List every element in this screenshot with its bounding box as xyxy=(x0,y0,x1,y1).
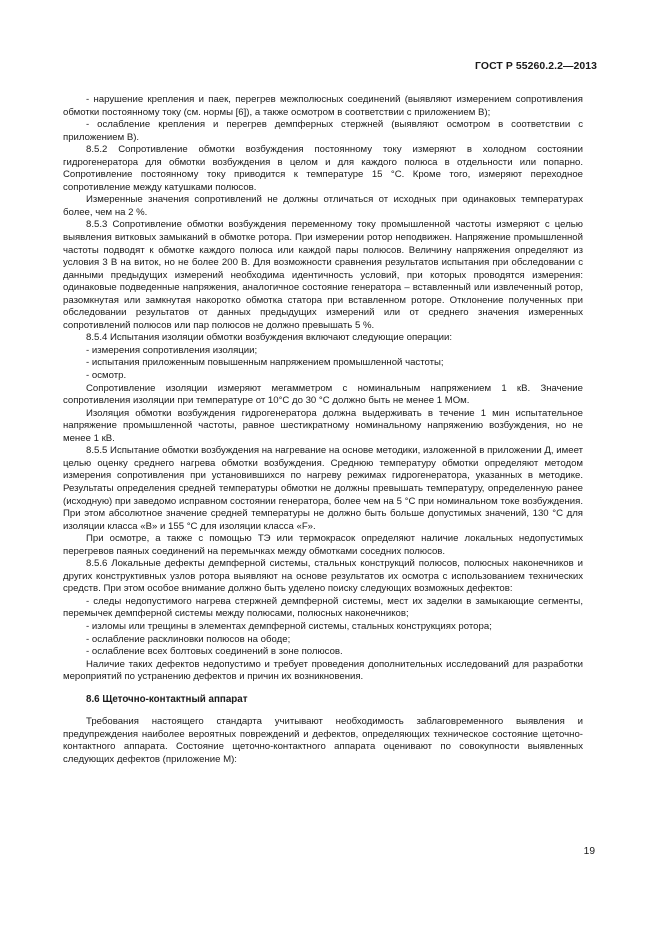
paragraph: Требования настоящего стандарта учитывают необходимость заблаговременного выявления и предупреждения наиболее вероятных повреждений и дефектов, определяющих техническое состояние щеточно-контактного аппарата. Состояние щеточно-контактного аппарата оценивают по совокупности выявленных следующих дефектов (приложение М): xyxy=(63,716,583,765)
list-item: - испытания приложенным повышенным напряжением промышленной частоты; xyxy=(86,357,444,369)
paragraph: 8.5.5 Испытание обмотки возбуждения на нагревание на основе методики, изложенной в приложении Д, имеет целью оценку среднего нагрева обмотки возбуждения. Среднюю температуру обмотки определяют методом измерения сопротивления при установившихся по нагреву режимах гидрогенератора, указанных в методике. Результаты определения средней температуры обмотки не должны превышать температуру, определенную ранее (исходную) при заведомо исправном состоянии генератора, более чем на 5 °С при номинальном токе возбуждения. При этом абсолютное значение средней температуры не должно быть больше допустимых значений, 130 °С для изоляции класса «В» и 155 °С для изоляции класса «F». xyxy=(63,445,583,532)
list-item: - изломы или трещины в элементах демпферной системы, стальных конструкциях ротора; xyxy=(86,620,492,632)
paragraph: - нарушение крепления и паек, перегрев межполюсных соединений (выявляют измерением сопротивления обмотки постоянному току (см. нормы [6]), а также осмотром в соответствии с приложением В); xyxy=(63,94,583,118)
paragraph: Изоляция обмотки возбуждения гидрогенератора должна выдерживать в течение 1 мин испытательное напряжение промышленной частоты, равное шестикратному номинальному напряжению возбуждения, но не менее 1 кВ. xyxy=(63,407,583,444)
page-number: 19 xyxy=(583,846,595,857)
paragraph: 8.5.6 Локальные дефекты демпферной системы, стальных конструкций полюсов, полюсных наконечников и других конструктивных узлов ротора выявляют на основе результатов их осмотра с использованием технических средств. При этом особое внимание должно быть уделено поиску следующих возможных дефектов: xyxy=(63,558,583,595)
paragraph: Наличие таких дефектов недопустимо и требует проведения дополнительных исследований для разработки мероприятий по устранению дефектов и причин их возникновения. xyxy=(63,658,583,683)
list-item: - измерения сопротивления изоляции; xyxy=(86,344,258,356)
list-item: - осмотр. xyxy=(86,370,127,382)
paragraph: 8.5.4 Испытания изоляции обмотки возбуждения включают следующие операции: xyxy=(86,332,453,344)
paragraph: 8.5.3 Сопротивление обмотки возбуждения переменному току промышленной частоты измеряют с целью выявления витковых замыканий в обмотке ротора. При измерении ротор неподвижен. Напряжение промышленной частоты подводят к обмотке каждого полюса или каждой пары полюсов. Величину напряжения определяют из условия 3 В на виток, но не более 200 В. Для возможности сравнения результатов испытания при обследовании с данными предыдущих измерений необходима идентичность условий, при которых проводятся измерения: одинаковые подведенные напряжения, аналогичное состояние генератора – вставленный или извлеченный ротор, разомкнутая или замкнутая накоротко обмотка статора при вставленном роторе. Отклонение полученных при обследовании результатов от данных предыдущих измерений или от среднего значения измеренных сопротивлений полюсов или пар полюсов не должно превышать 5 %. xyxy=(63,219,583,331)
paragraph: Измеренные значения сопротивлений не должны отличаться от исходных при одинаковых температурах более, чем на 2 %. xyxy=(63,194,583,218)
paragraph: 8.5.2 Сопротивление обмотки возбуждения постоянному току измеряют в холодном состоянии гидрогенератора для обмотки возбуждения в целом и для каждого полюса в отдельности или попарно. Сопротивление постоянному току приводится к температуре 15 °С. Кроме того, измеряют переходное сопротивление между катушками полюсов. xyxy=(63,144,583,193)
list-item: - ослабление всех болтовых соединений в зоне полюсов. xyxy=(86,646,343,658)
body-text xyxy=(63,94,583,766)
section-heading: 8.6 Щеточно-контактный аппарат xyxy=(86,693,248,705)
paragraph: При осмотре, а также с помощью ТЭ или термокрасок определяют наличие локальных недопустимых перегревов паяных соединений на перемычках между обмотками соседних полюсов. xyxy=(63,533,583,557)
paragraph: - ослабление крепления и перегрев демпферных стержней (выявляют осмотром в соответствии с приложением В). xyxy=(63,119,583,143)
standard-header: ГОСТ Р 55260.2.2—2013 xyxy=(475,61,597,72)
list-item: - ослабление расклиновки полюсов на ободе; xyxy=(86,633,291,645)
paragraph: Сопротивление изоляции измеряют мегаммeтром с номинальным напряжением 1 кВ. Значение сопротивления изоляции при температуре от 10°С до 30 °С должно быть не менее 1 МОм. xyxy=(63,382,583,407)
list-item: - следы недопустимого нагрева стержней демпферной системы, мест их заделки в замыкающие сегменты, перемычек демпферной системы между полюсами, полюсных наконечников; xyxy=(63,595,583,620)
